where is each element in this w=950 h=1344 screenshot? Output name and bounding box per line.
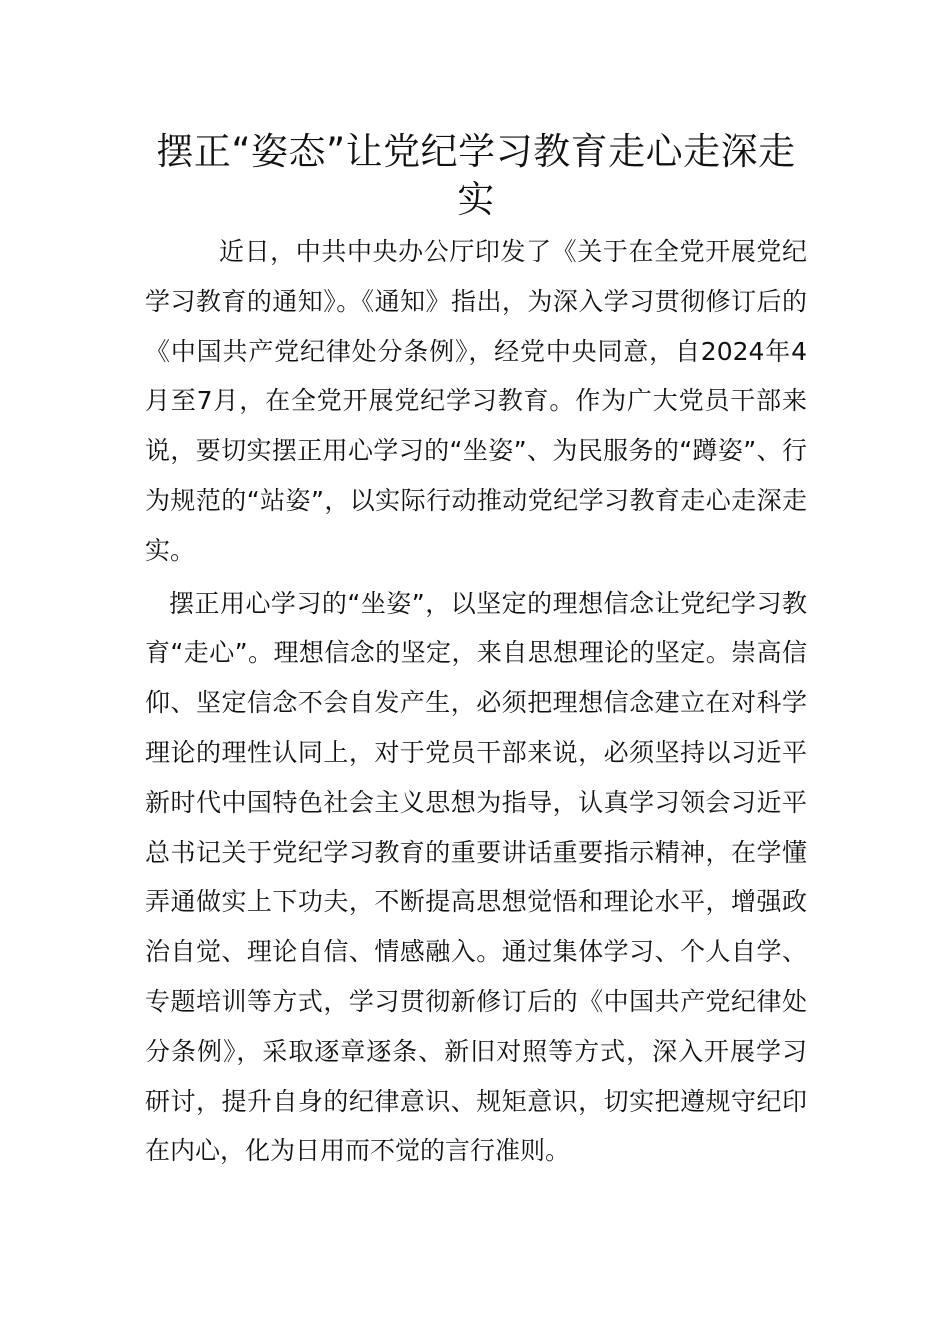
document-title: 摆正“姿态”让党纪学习教育走心走深走实	[156, 130, 796, 221]
paragraph-sitting-posture: 摆正用心学习的“坐姿”，以坚定的理想信念让党纪学习教育“走心”。理想信念的坚定，来自思想理论的坚定。崇高信仰、坚定信念不会自发产生，必须把理想信念建立在对科学理论的理性认同上，对于党员干部来说，必须坚持以习近平新时代中国特色社会主义思想为指导，认真学习领会习近平总书记关于党纪学习教育的重要讲话重要指示精神，在学懂弄通做实上下功夫，不断提高思想觉悟和理论水平，增强政治自觉、理论自信、情感融入。通过集体学习、个人自学、专题培训等方式，学习贯彻新修订后的《中国共产党纪律处分条例》，采取逐章逐条、新旧对照等方式，深入开展学习研讨，提升自身的纪律意识、规矩意识，切实把遵规守纪印在内心，化为日用而不觉的言行准则。	[145, 588, 807, 1166]
document-page	[145, 128, 807, 1176]
paragraph-intro: 近日，中共中央办公厅印发了《关于在全党开展党纪学习教育的通知》。《通知》指出，为深入学习贯彻修订后的《中国共产党纪律处分条例》，经党中央同意，自2024年4月至7月，在全党开展党纪学习教育。作为广大党员干部来说，要切实摆正用心学习的“坐姿”、为民服务的“蹲姿”、行为规范的“站姿”，以实际行动推动党纪学习教育走心走深走实。	[145, 237, 807, 565]
